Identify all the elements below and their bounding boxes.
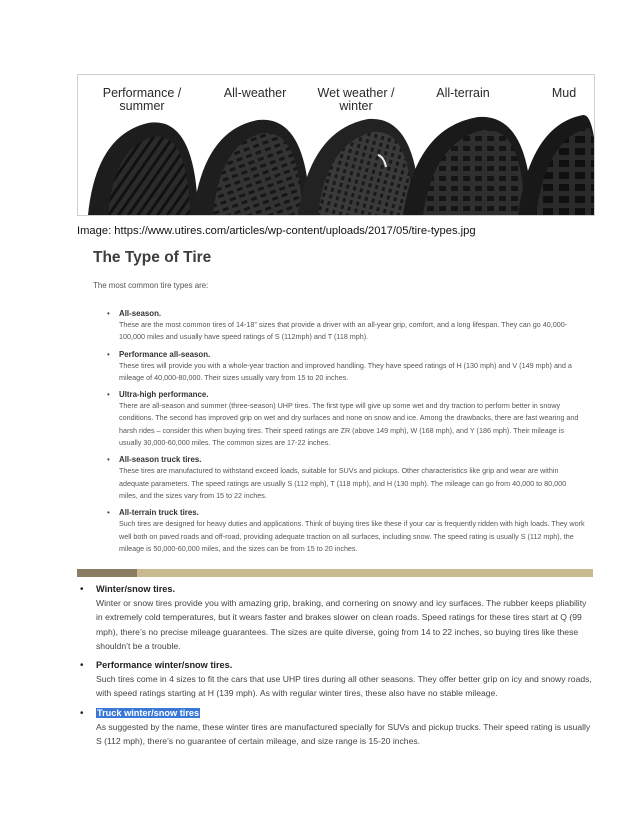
item-body: Such tires are designed for heavy duties and applications. Think of buying tires like these if your car is frequently ridden with high loads. They work well both on paved roads and off-road, providing adequate traction on all surfaces, including snow. The speed rating is usually S (112 mph), the mileage is 50,000-60,000 miles, and the sizes can be from 15 to 20 inches. [119,519,585,553]
item-title: Ultra-high performance. [119,390,209,400]
item-body: There are all-season and summer (three-season) UHP tires. The first type will give up some wet and dry traction to perform better in snowy conditions. The second has improved grip on wet and dry surfaces and none on snow and ice. Among the drawbacks, there are fast wearing and harsh rides – consider this when buying tires. Their speed ratings are ZR (above 149 mph), W (168 mph), and Y (186 mph). Their mileage is usually 30,000-60,000 miles. The common sizes are 17-22 inches. [119,401,579,448]
screenshot-divider [77,569,593,577]
label-performance-summer: Performance / summer [102,86,182,113]
list-item [77,349,593,385]
list-item [77,454,593,502]
image-caption: Image: https://www.utires.com/articles/wp-content/uploads/2017/05/tire-types.jpg [77,225,476,237]
item-body: These tires will provide you with a whole-year traction and improved handling. They have speed ratings of H (130 mph) and V (149 mph) and a mileage of 40,000-80,000. Their sizes usually vary from 15 to 20 inches. [119,360,572,382]
label-wet-weather-winter: Wet weather / winter [317,86,395,113]
item-title [96,707,593,720]
bullet-icon: • [80,707,84,719]
list-item [77,707,593,749]
list-item [77,507,593,555]
item-body: These are the most common tires of 14-18” sizes that provide a driver with an all-year grip, comfort, and a long lifespan. They can go 40,000-100,000 miles and usually have speed ratings of S (112mph) and T (118 mph). [119,320,568,342]
article-intro: The most common tire types are: [93,281,209,290]
article-section-2 [77,583,607,763]
bullet-icon: • [107,390,110,400]
item-body: Winter or snow tires provide you with amazing grip, braking, and cornering on snowy and icy surfaces. The rubber keeps pliability in extremely cold temperatures, but it wears faster and brakes slower on clean roads. Speed ratings for these tires start at Q (99 mph), there’s no precise mileage guarantees. The sizes are quite diverse, going from 14 to 22 inches, so buying tires like these shouldn’t be a trouble. [96,598,587,651]
winter-tire-list [77,583,593,748]
bullet-icon: • [107,508,110,518]
bullet-icon: • [107,349,110,359]
bullet-icon: • [107,309,110,318]
bullet-icon: • [80,660,84,672]
list-item [77,659,593,701]
bullet-icon: • [107,455,110,465]
article-title: The Type of Tire [93,249,212,266]
tire-types-image [77,74,595,216]
list-item [77,308,593,344]
label-mud: Mud [551,86,577,100]
item-body: These tires are manufactured to withstand exceed loads, suitable for SUVs and pickups. Other characteristics like grip and wear are within adequate parameters. The speed ratings are usually S (112 mph), T (118 mph), and H (130 mph). The mileage can go from 40,000 to 80,000 miles, and the sizes vary from 15 to 22 inches. [119,466,567,500]
item-body: As suggested by the name, these winter tires are manufactured specially for SUVs and pickup trucks. Their speed rating is usually S (112 mph), there’s no guarantee of certain mileage, and size range is 15-20 inches. [96,721,591,747]
item-title: Performance winter/snow tires. [96,660,233,671]
item-title: All-season. [119,309,162,318]
highlighted-selection[interactable]: Truck winter/snow tires [97,707,200,718]
label-all-weather: All-weather [223,86,287,100]
article-section-1 [77,244,593,574]
tire-type-list [77,308,593,555]
list-item [77,389,593,449]
item-title: All-terrain truck tires. [119,508,199,518]
item-title: Winter/snow tires. [96,584,176,594]
list-item [77,583,593,653]
label-all-terrain: All-terrain [436,86,490,100]
bullet-icon: • [80,584,84,595]
item-body: Such tires come in 4 sizes to fit the cars that use UHP tires during all other seasons. They offer better grip on icy and snowy roads, with speed ratings starting at H (139 mph). As with regular winter tires, these also have no stable mileage. [96,674,592,699]
item-title: Performance all-season. [119,349,211,359]
item-title: All-season truck tires. [119,455,202,465]
